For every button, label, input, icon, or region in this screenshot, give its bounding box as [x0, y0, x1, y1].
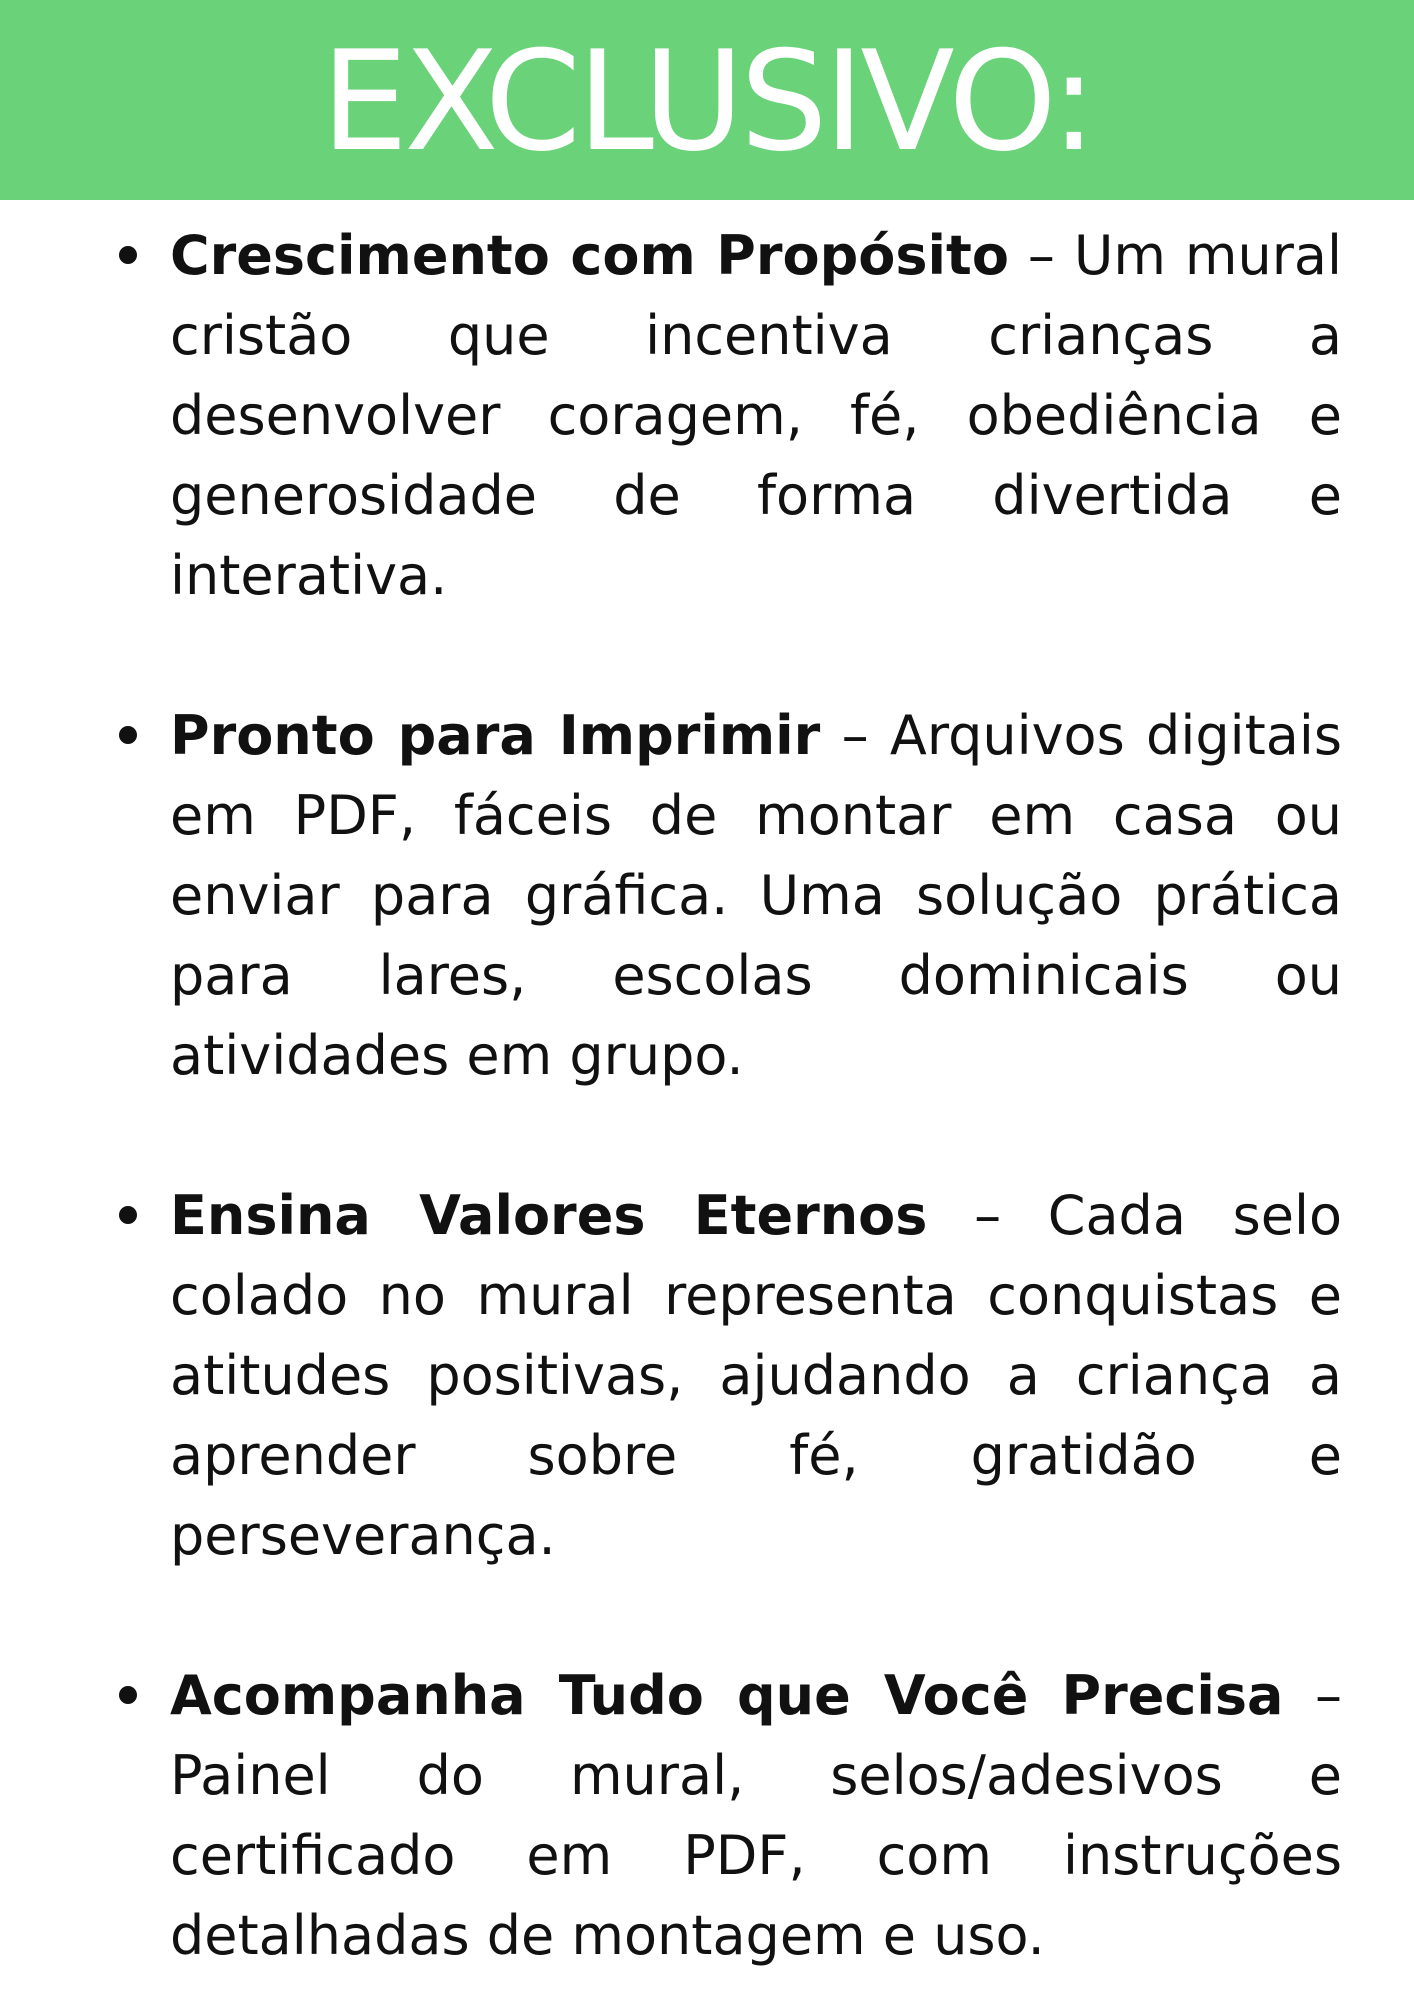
feature-description: Arquivos digitais em PDF, fáceis de montar em casa ou enviar para gráfica. Uma solução prática para lares, escolas dominicais ou atividades em grupo.: [170, 704, 1342, 1087]
feature-separator: –: [1008, 224, 1074, 287]
feature-title: Acompanha Tudo que Você Precisa: [170, 1664, 1284, 1727]
bullet-icon: [119, 246, 137, 264]
bullet-icon: [119, 726, 137, 744]
feature-item: [170, 1176, 1342, 1576]
feature-title: Ensina Valores Eternos: [170, 1184, 928, 1247]
feature-description: Painel do mural, selos/adesivos e certificado em PDF, com instruções detalhadas de montagem e uso.: [170, 1744, 1342, 1967]
feature-item: [170, 216, 1342, 616]
feature-description: Cada selo colado no mural representa conquistas e atitudes positivas, ajudando a criança a aprender sobre fé, gratidão e perseverança.: [170, 1184, 1342, 1567]
banner-title: EXCLUSIVO:: [320, 21, 1094, 182]
feature-list: [170, 216, 1342, 1976]
feature-separator: –: [1283, 1664, 1342, 1727]
feature-description: Um mural cristão que incentiva crianças a desenvolver coragem, fé, obediência e generosidade de forma divertida e interativa.: [170, 224, 1342, 607]
feature-item: [170, 696, 1342, 1096]
feature-title: Crescimento com Propósito: [170, 224, 1009, 287]
bullet-icon: [119, 1206, 137, 1224]
header-banner: [0, 0, 1414, 200]
feature-title: Pronto para Imprimir: [170, 704, 821, 767]
feature-item: [170, 1656, 1342, 1976]
feature-separator: –: [927, 1184, 1048, 1247]
bullet-icon: [119, 1686, 137, 1704]
feature-separator: –: [820, 704, 890, 767]
